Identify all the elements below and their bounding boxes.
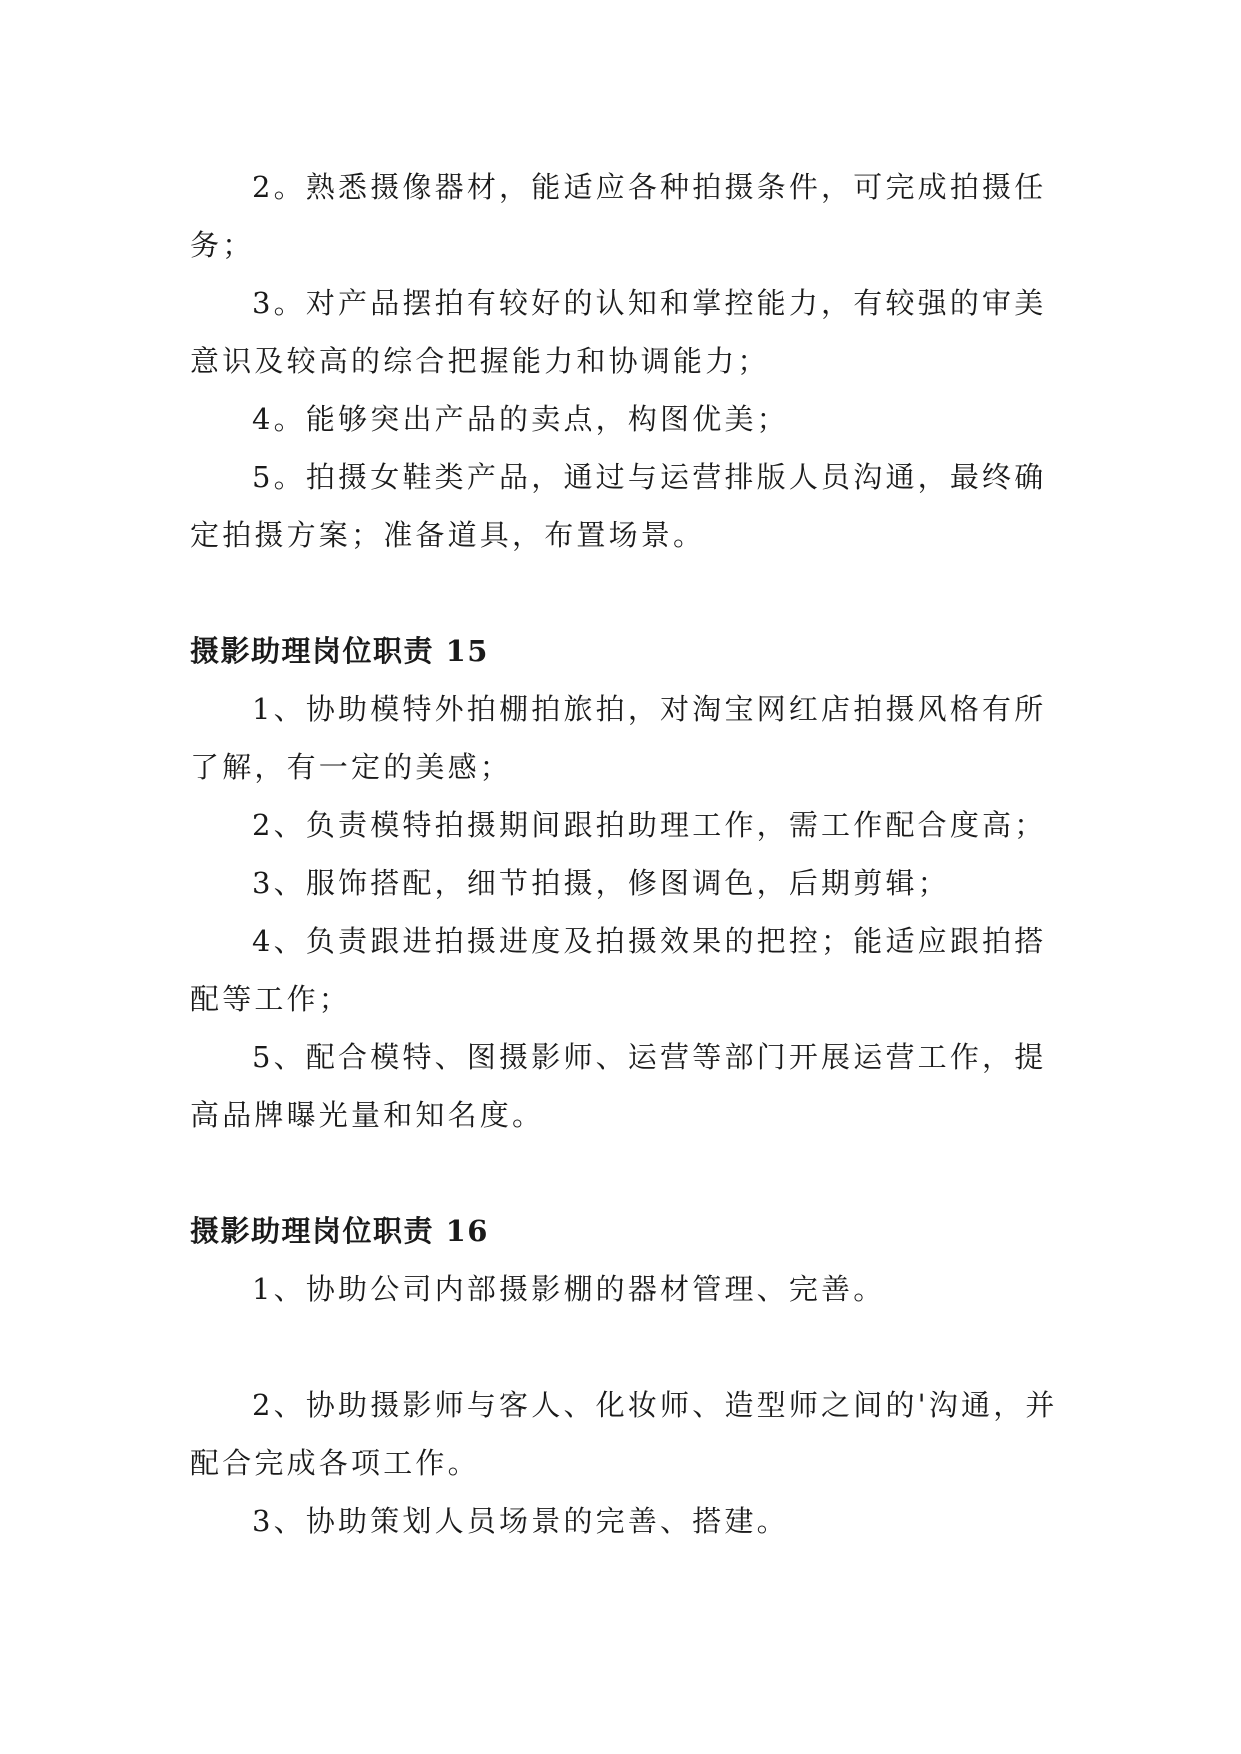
- paragraph: 2、负责模特拍摄期间跟拍助理工作，需工作配合度高；: [252, 808, 1047, 842]
- section-heading: 摄影助理岗位职责 15: [190, 634, 489, 668]
- paragraph: 2。熟悉摄像器材，能适应各种拍摄条件，可完成拍摄任务；: [190, 170, 1047, 262]
- paragraph: 3、服饰搭配，细节拍摄，修图调色，后期剪辑；: [252, 866, 950, 900]
- paragraph: 1、协助模特外拍棚拍旅拍，对淘宝网红店拍摄风格有所了解，有一定的美感；: [190, 692, 1047, 784]
- paragraph: 4、负责跟进拍摄进度及拍摄效果的把控；能适应跟拍搭配等工作；: [190, 924, 1047, 1016]
- paragraph: 4。能够突出产品的卖点，构图优美；: [252, 402, 789, 436]
- paragraph: 3。对产品摆拍有较好的认知和掌控能力，有较强的审美意识及较高的综合把握能力和协调能力；: [190, 286, 1047, 378]
- paragraph: 5、配合模特、图摄影师、运营等部门开展运营工作，提高品牌曝光量和知名度。: [190, 1040, 1047, 1132]
- paragraph: 2、协助摄影师与客人、化妆师、造型师之间的'沟通，并配合完成各项工作。: [190, 1388, 1058, 1480]
- paragraph: 3、协助策划人员场景的完善、搭建。: [252, 1504, 789, 1538]
- section-spacer: [190, 564, 1060, 622]
- document-page: [190, 158, 1060, 1550]
- paragraph: 1、协助公司内部摄影棚的器材管理、完善。: [252, 1272, 886, 1306]
- section-spacer: [190, 1144, 1060, 1202]
- section-heading: 摄影助理岗位职责 16: [190, 1214, 489, 1248]
- paragraph: 5。拍摄女鞋类产品，通过与运营排版人员沟通，最终确定拍摄方案；准备道具，布置场景。: [190, 460, 1047, 552]
- paragraph-spacer: [190, 1318, 1060, 1376]
